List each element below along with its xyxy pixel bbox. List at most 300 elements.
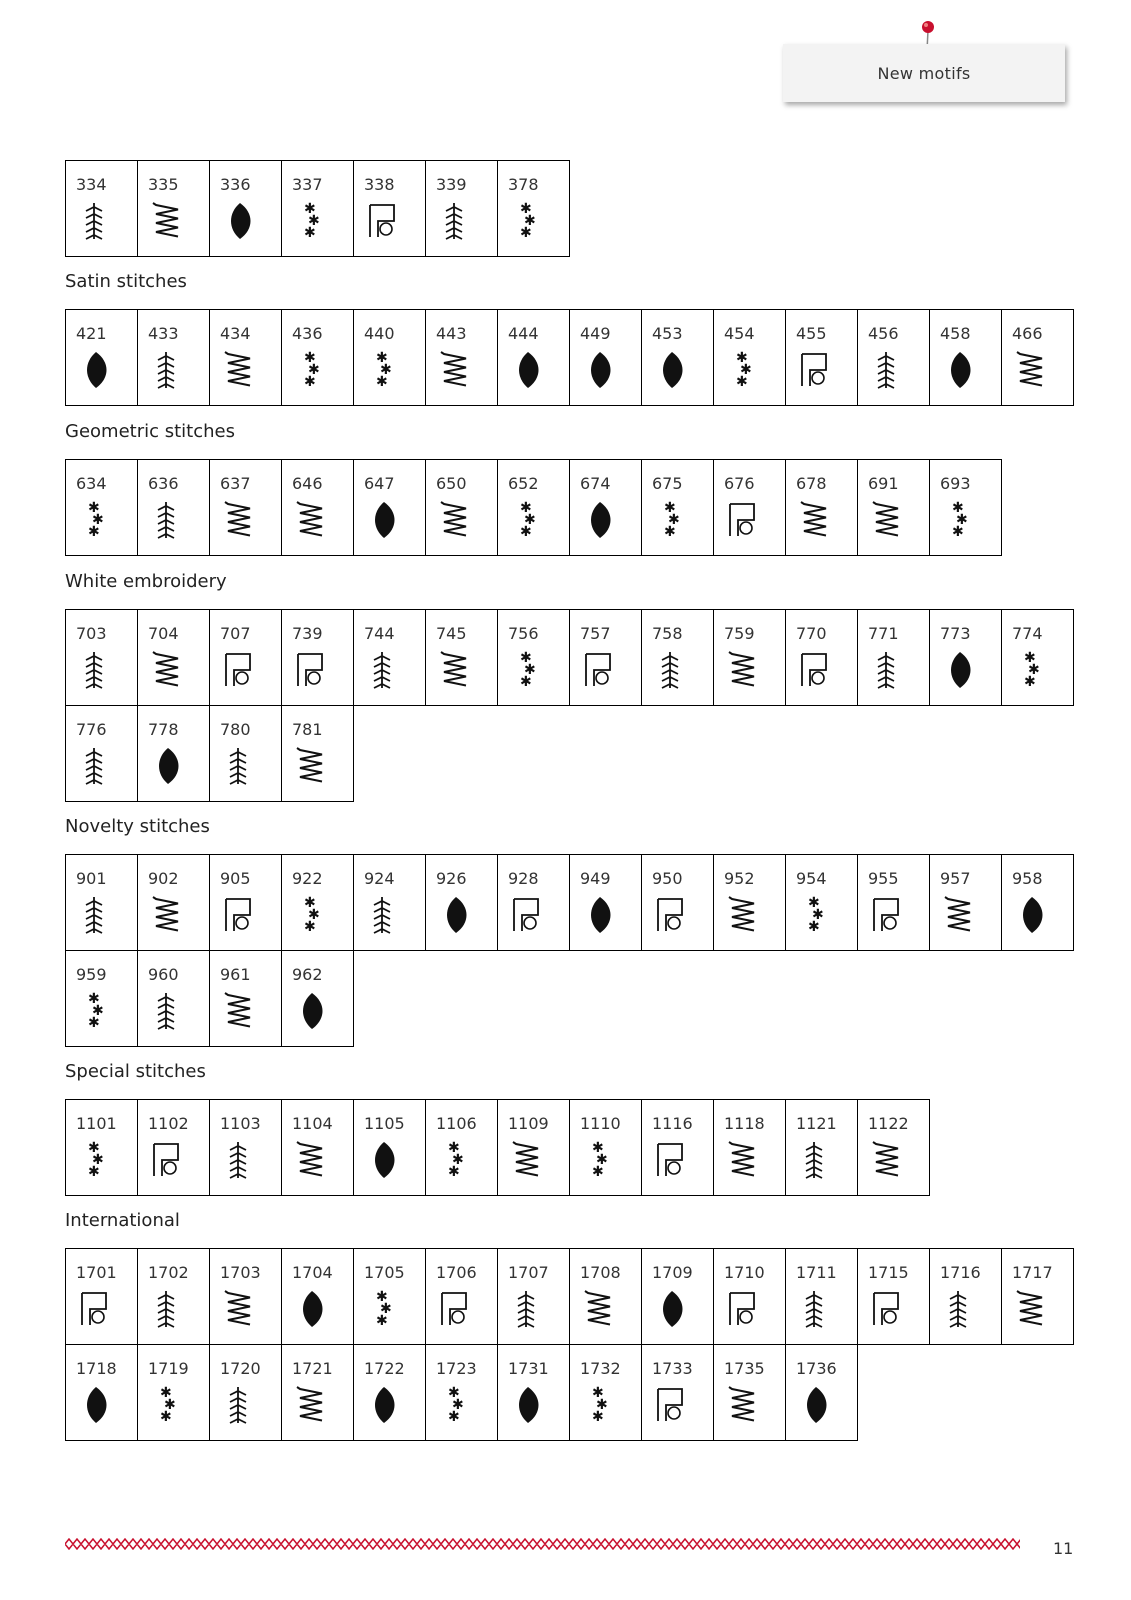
stitch-number: 1116 [652,1114,693,1133]
stitch-number: 421 [76,324,107,343]
stitch-cell [138,951,210,1047]
stitch-cell [498,855,570,951]
stitch-number: 335 [148,175,179,194]
stitch-number: 455 [796,324,827,343]
stitch-number: 928 [508,869,539,888]
stitch-pattern-icon [652,1385,690,1425]
svg-text:✱: ✱ [376,350,388,366]
svg-text:✱: ✱ [304,225,316,241]
stitch-pattern-icon [1012,350,1050,390]
stitch-number: 905 [220,869,251,888]
stitch-pattern-icon [436,500,474,540]
stitch-pattern-icon [1012,650,1050,690]
stitch-number: 1722 [364,1359,405,1378]
svg-text:✱: ✱ [452,1397,464,1413]
svg-text:✱: ✱ [308,213,320,229]
svg-text:✱: ✱ [524,213,536,229]
stitch-cell [786,460,858,556]
stitch-number: 1702 [148,1263,189,1282]
stitch-number: 757 [580,624,611,643]
stitch-cell [282,706,354,802]
stitch-cell [930,610,1002,706]
stitch-number: 1104 [292,1114,333,1133]
stitch-cell [66,706,138,802]
stitch-number: 338 [364,175,395,194]
stitch-pattern-icon [580,1140,618,1180]
svg-text:✱: ✱ [160,1409,172,1425]
svg-text:✱: ✱ [596,1152,608,1168]
stitch-pattern-icon [292,1289,330,1329]
stitch-pattern-icon [292,746,330,786]
stitch-pattern-icon [148,650,186,690]
stitch-number: 957 [940,869,971,888]
stitch-number: 378 [508,175,539,194]
stitch-pattern-icon [724,1140,762,1180]
stitch-number: 1711 [796,1263,837,1282]
stitch-cell [714,1100,786,1196]
stitch-number: 1122 [868,1114,909,1133]
stitch-number: 634 [76,474,107,493]
stitch-number: 1705 [364,1263,405,1282]
stitch-cell [642,460,714,556]
section-heading: Novelty stitches [65,816,210,837]
stitch-pattern-icon [220,895,258,935]
stitch-pattern-icon [508,1289,546,1329]
stitch-pattern-icon [220,1289,258,1329]
stitch-pattern-icon [436,895,474,935]
stitch-number: 926 [436,869,467,888]
stitch-pattern-icon [580,350,618,390]
stitch-number: 436 [292,324,323,343]
stitch-pattern-icon [76,991,114,1031]
stitch-number: 676 [724,474,755,493]
svg-text:✱: ✱ [304,350,316,366]
svg-text:✱: ✱ [520,650,532,666]
stitch-number: 770 [796,624,827,643]
stitch-number: 962 [292,965,323,984]
svg-text:✱: ✱ [376,1313,388,1329]
stitch-pattern-icon [436,1289,474,1329]
stitch-number: 739 [292,624,323,643]
stitch-cell [714,1249,786,1345]
stitch-cell [498,310,570,406]
stitch-pattern-icon [796,350,834,390]
stitch-number: 637 [220,474,251,493]
svg-text:✱: ✱ [520,674,532,690]
stitch-cell [642,310,714,406]
stitch-pattern-icon [76,746,114,786]
stitch-pattern-icon [436,201,474,241]
svg-text:✱: ✱ [448,1164,460,1180]
stitch-cell [930,855,1002,951]
stitch-pattern-icon [220,650,258,690]
stitch-pattern-icon [508,650,546,690]
stitch-cell [66,310,138,406]
svg-text:✱: ✱ [524,512,536,528]
stitch-number: 1103 [220,1114,261,1133]
stitch-pattern-icon [724,1385,762,1425]
svg-text:✱: ✱ [952,524,964,540]
stitch-cell [858,1249,930,1345]
stitch-pattern-icon [652,650,690,690]
stitch-cell [210,855,282,951]
stitch-table [65,459,1002,556]
stitch-cell [354,1100,426,1196]
stitch-cell [498,161,570,257]
stitch-number: 433 [148,324,179,343]
stitch-pattern-icon [220,201,258,241]
stitch-number: 1110 [580,1114,621,1133]
stitch-pattern-icon [724,500,762,540]
stitch-number: 707 [220,624,251,643]
stitch-pattern-icon [868,650,906,690]
stitch-number: 1102 [148,1114,189,1133]
stitch-cell [498,1100,570,1196]
stitch-pattern-icon [508,1140,546,1180]
stitch-cell [138,1345,210,1441]
stitch-pattern-icon [148,1385,186,1425]
stitch-number: 1707 [508,1263,549,1282]
stitch-number: 1710 [724,1263,765,1282]
stitch-number: 950 [652,869,683,888]
stitch-cell [282,460,354,556]
stitch-pattern-icon [364,895,402,935]
stitch-cell [570,1100,642,1196]
stitch-cell [786,310,858,406]
stitch-pattern-icon [76,201,114,241]
stitch-cell [570,610,642,706]
stitch-number: 336 [220,175,251,194]
svg-text:✱: ✱ [448,1385,460,1401]
stitch-pattern-icon [148,201,186,241]
stitch-cell [642,1249,714,1345]
stitch-number: 458 [940,324,971,343]
stitch-number: 693 [940,474,971,493]
stitch-pattern-icon [796,895,834,935]
stitch-number: 778 [148,720,179,739]
stitch-pattern-icon [508,895,546,935]
stitch-pattern-icon [580,650,618,690]
stitch-pattern-icon [724,650,762,690]
svg-text:✱: ✱ [664,500,676,516]
svg-text:✱: ✱ [592,1140,604,1156]
stitch-number: 636 [148,474,179,493]
stitch-pattern-icon [148,991,186,1031]
svg-text:✱: ✱ [92,1003,104,1019]
svg-text:✱: ✱ [88,500,100,516]
stitch-number: 646 [292,474,323,493]
stitch-cell [858,310,930,406]
stitch-cell [210,310,282,406]
stitch-pattern-icon [580,1385,618,1425]
stitch-pattern-icon [148,1140,186,1180]
stitch-pattern-icon [292,201,330,241]
svg-text:✱: ✱ [520,500,532,516]
stitch-number: 1723 [436,1359,477,1378]
stitch-pattern-icon [940,500,978,540]
svg-text:✱: ✱ [308,362,320,378]
stitch-cell [642,1345,714,1441]
svg-text:✱: ✱ [812,907,824,923]
stitch-number: 678 [796,474,827,493]
stitch-number: 704 [148,624,179,643]
stitch-cell [354,310,426,406]
svg-text:✱: ✱ [520,201,532,217]
stitch-number: 744 [364,624,395,643]
svg-text:✱: ✱ [92,1152,104,1168]
stitch-number: 650 [436,474,467,493]
svg-text:✱: ✱ [808,895,820,911]
stitch-cell [786,1345,858,1441]
svg-text:✱: ✱ [380,362,392,378]
stitch-cell [786,1249,858,1345]
stitch-pattern-icon [652,350,690,390]
stitch-pattern-icon [76,500,114,540]
stitch-cell [138,310,210,406]
stitch-pattern-icon [220,1385,258,1425]
stitch-pattern-icon [868,350,906,390]
stitch-number: 339 [436,175,467,194]
svg-text:✱: ✱ [88,1140,100,1156]
stitch-number: 466 [1012,324,1043,343]
stitch-cell [498,610,570,706]
stitch-number: 1121 [796,1114,837,1133]
stitch-pattern-icon [796,1385,834,1425]
stitch-number: 776 [76,720,107,739]
svg-text:✱: ✱ [380,1301,392,1317]
svg-text:✱: ✱ [160,1385,172,1401]
stitch-cell [714,855,786,951]
stitch-cell [66,855,138,951]
stitch-pattern-icon [940,1289,978,1329]
stitch-number: 949 [580,869,611,888]
stitch-pattern-icon [652,895,690,935]
stitch-number: 434 [220,324,251,343]
svg-text:✱: ✱ [592,1409,604,1425]
stitch-cell [66,1249,138,1345]
stitch-pattern-icon [220,746,258,786]
stitch-pattern-icon [1012,895,1050,935]
svg-text:✱: ✱ [592,1385,604,1401]
stitch-number: 1720 [220,1359,261,1378]
stitch-pattern-icon [148,350,186,390]
stitch-number: 902 [148,869,179,888]
stitch-pattern-icon [796,500,834,540]
stitch-pattern-icon [292,991,330,1031]
stitch-number: 756 [508,624,539,643]
stitch-cell [426,855,498,951]
svg-text:✱: ✱ [596,1397,608,1413]
stitch-number: 774 [1012,624,1043,643]
stitch-cell [138,610,210,706]
stitch-pattern-icon [364,1140,402,1180]
stitch-pattern-icon [364,1385,402,1425]
stitch-pattern-icon [364,350,402,390]
stitch-cell [66,161,138,257]
stitch-pattern-icon [580,895,618,935]
stitch-cell [282,610,354,706]
stitch-number: 1118 [724,1114,765,1133]
stitch-pattern-icon [940,650,978,690]
stitch-number: 922 [292,869,323,888]
stitch-number: 901 [76,869,107,888]
stitch-pattern-icon [652,1289,690,1329]
stitch-number: 674 [580,474,611,493]
stitch-cell [714,310,786,406]
stitch-cell [282,855,354,951]
stitch-pattern-icon [868,500,906,540]
stitch-number: 1732 [580,1359,621,1378]
stitch-pattern-icon [508,350,546,390]
stitch-number: 1101 [76,1114,117,1133]
stitch-cell [210,1345,282,1441]
stitch-cell [642,610,714,706]
stitch-number: 1716 [940,1263,981,1282]
stitch-pattern-icon [724,350,762,390]
stitch-pattern-icon [364,500,402,540]
stitch-number: 1736 [796,1359,837,1378]
stitch-cell [570,1345,642,1441]
stitch-cell [354,460,426,556]
stitch-cell [426,161,498,257]
stitch-cell [426,1249,498,1345]
stitch-number: 924 [364,869,395,888]
stitch-number: 780 [220,720,251,739]
svg-text:✱: ✱ [740,362,752,378]
stitch-cell [714,1345,786,1441]
stitch-cell [282,161,354,257]
stitch-number: 1109 [508,1114,549,1133]
stitch-pattern-icon [1012,1289,1050,1329]
section-heading: Special stitches [65,1061,206,1082]
stitch-cell [210,1100,282,1196]
stitch-cell [138,706,210,802]
svg-text:✱: ✱ [1028,662,1040,678]
stitch-cell [426,310,498,406]
stitch-pattern-icon [508,1385,546,1425]
stitch-cell [66,1345,138,1441]
stitch-table [65,1099,930,1196]
stitch-number: 1733 [652,1359,693,1378]
stitch-number: 1106 [436,1114,477,1133]
stitch-cell [642,855,714,951]
stitch-cell [786,1100,858,1196]
svg-text:✱: ✱ [956,512,968,528]
stitch-table [65,1248,1074,1441]
stitch-cell [138,460,210,556]
svg-text:✱: ✱ [88,1015,100,1031]
stitch-cell [498,460,570,556]
stitch-number: 1105 [364,1114,405,1133]
stitch-cell [930,460,1002,556]
stitch-number: 444 [508,324,539,343]
stitch-cell [210,951,282,1047]
stitch-cell [66,460,138,556]
stitch-pattern-icon [76,350,114,390]
decorative-border [65,1538,1020,1550]
svg-text:✱: ✱ [592,1164,604,1180]
stitch-cell [354,610,426,706]
stitch-cell [282,1100,354,1196]
stitch-pattern-icon [436,650,474,690]
stitch-cell [1002,855,1074,951]
stitch-pattern-icon [148,746,186,786]
stitch-cell [354,161,426,257]
stitch-number: 961 [220,965,251,984]
stitch-cell [138,1100,210,1196]
stitch-number: 1708 [580,1263,621,1282]
stitch-pattern-icon [868,895,906,935]
stitch-number: 1704 [292,1263,333,1282]
stitch-pattern-icon [868,1289,906,1329]
stitch-pattern-icon [292,1385,330,1425]
stitch-number: 771 [868,624,899,643]
stitch-cell [570,1249,642,1345]
stitch-cell [282,951,354,1047]
svg-text:✱: ✱ [304,919,316,935]
stitch-pattern-icon [292,895,330,935]
stitch-number: 959 [76,965,107,984]
stitch-pattern-icon [292,350,330,390]
stitch-number: 955 [868,869,899,888]
stitch-number: 1701 [76,1263,117,1282]
stitch-pattern-icon [724,895,762,935]
stitch-number: 456 [868,324,899,343]
stitch-pattern-icon [796,1289,834,1329]
stitch-number: 1706 [436,1263,477,1282]
stitch-cell [930,310,1002,406]
stitch-cell [642,1100,714,1196]
stitch-pattern-icon [76,895,114,935]
stitch-pattern-icon [292,1140,330,1180]
svg-text:✱: ✱ [164,1397,176,1413]
stitch-number: 1719 [148,1359,189,1378]
page-number: 11 [1053,1539,1074,1558]
svg-text:✱: ✱ [376,1289,388,1305]
svg-text:✱: ✱ [1024,674,1036,690]
stitch-cell [858,610,930,706]
stitch-table [65,609,1074,802]
stitch-cell [858,460,930,556]
stitch-pattern-icon [724,1289,762,1329]
svg-text:✱: ✱ [524,662,536,678]
stitch-pattern-icon [364,201,402,241]
stitch-cell [354,1345,426,1441]
section-tab [783,44,1065,102]
section-tab-label: New motifs [877,64,971,83]
stitch-cell [282,1249,354,1345]
stitch-pattern-icon [436,350,474,390]
svg-text:✱: ✱ [520,524,532,540]
stitch-pattern-icon [580,1289,618,1329]
stitch-cell [210,610,282,706]
stitch-cell [282,1345,354,1441]
stitch-cell [570,460,642,556]
stitch-cell [66,951,138,1047]
stitch-number: 1715 [868,1263,909,1282]
stitch-cell [138,161,210,257]
stitch-table [65,854,1074,1047]
stitch-pattern-icon [148,895,186,935]
svg-text:✱: ✱ [304,201,316,217]
stitch-number: 1717 [1012,1263,1053,1282]
stitch-number: 960 [148,965,179,984]
section-heading: International [65,1210,180,1231]
stitch-number: 745 [436,624,467,643]
stitch-number: 647 [364,474,395,493]
section-heading: White embroidery [65,571,227,592]
section-heading: Geometric stitches [65,421,235,442]
